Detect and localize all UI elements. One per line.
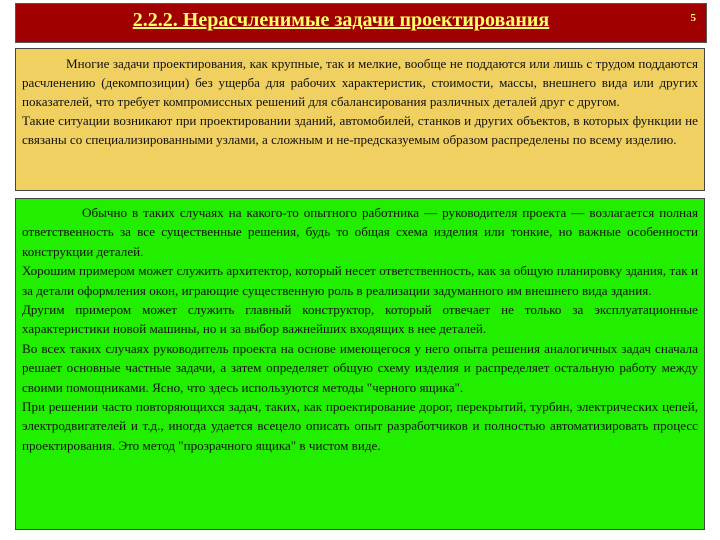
- page-number: 5: [690, 12, 696, 24]
- details-paragraph: При решении часто повторяющихся задач, таких, как проектирование дорог, перекрытий, турбин, электрических цепей, электродвигателей и т.д., иногда удается всецело описать опыт разработчиков и полностью автоматизировать процесс проектирования. Это метод "прозрачного ящика" в чистом виде.: [22, 399, 698, 453]
- details-paragraph: Во всех таких случаях руководитель проекта на основе имеющегося у него опыта решения аналогичных задач сначала решает основные частные задачи, а затем определяет общую схему изделия и распределяет остальную работу между своими помощниками. Ясно, что здесь используются методы "черного ящика".: [22, 340, 698, 395]
- details-text-block: [15, 198, 705, 530]
- title-bar: [15, 3, 707, 43]
- details-paragraph: Другим примером может служить главный конструктор, который отвечает не только за эксплуатационные характеристики новой машины, но и за выбор важнейших входящих в нее деталей.: [22, 302, 698, 337]
- intro-paragraph: Такие ситуации возникают при проектировании зданий, автомобилей, станков и других объектов, в которых функции не связаны со специализированными узлами, а сложным и не-предсказуемым образом распределены по всему изделию.: [22, 113, 698, 147]
- details-paragraph: Хорошим примером может служить архитектор, который несет ответственность, как за общую планировку здания, так и за детали оформления окон, играющие существенную роль в реализации задуманного им внешнего вида здания.: [22, 263, 698, 298]
- intro-text-block: [15, 48, 705, 191]
- details-paragraph: Обычно в таких случаях на какого-то опытного работника — руководителя проекта — возлагается полная ответственность за все существенные решения, будь то общая схема изделия или тонкие, но важные особенности конструкции деталей.: [22, 205, 698, 259]
- slide-title: 2.2.2. Нерасчленимые задачи проектирования: [132, 9, 550, 31]
- intro-paragraph: Многие задачи проектирования, как крупные, так и мелкие, вообще не поддаются или лишь с трудом поддаются расчленению (декомпозиции) без ущерба для рабочих характеристик, стоимости, массы, внешнего вида или других показателей, что требует компромиссных решений для сбалансирования различных деталей друг с другом.: [22, 56, 698, 109]
